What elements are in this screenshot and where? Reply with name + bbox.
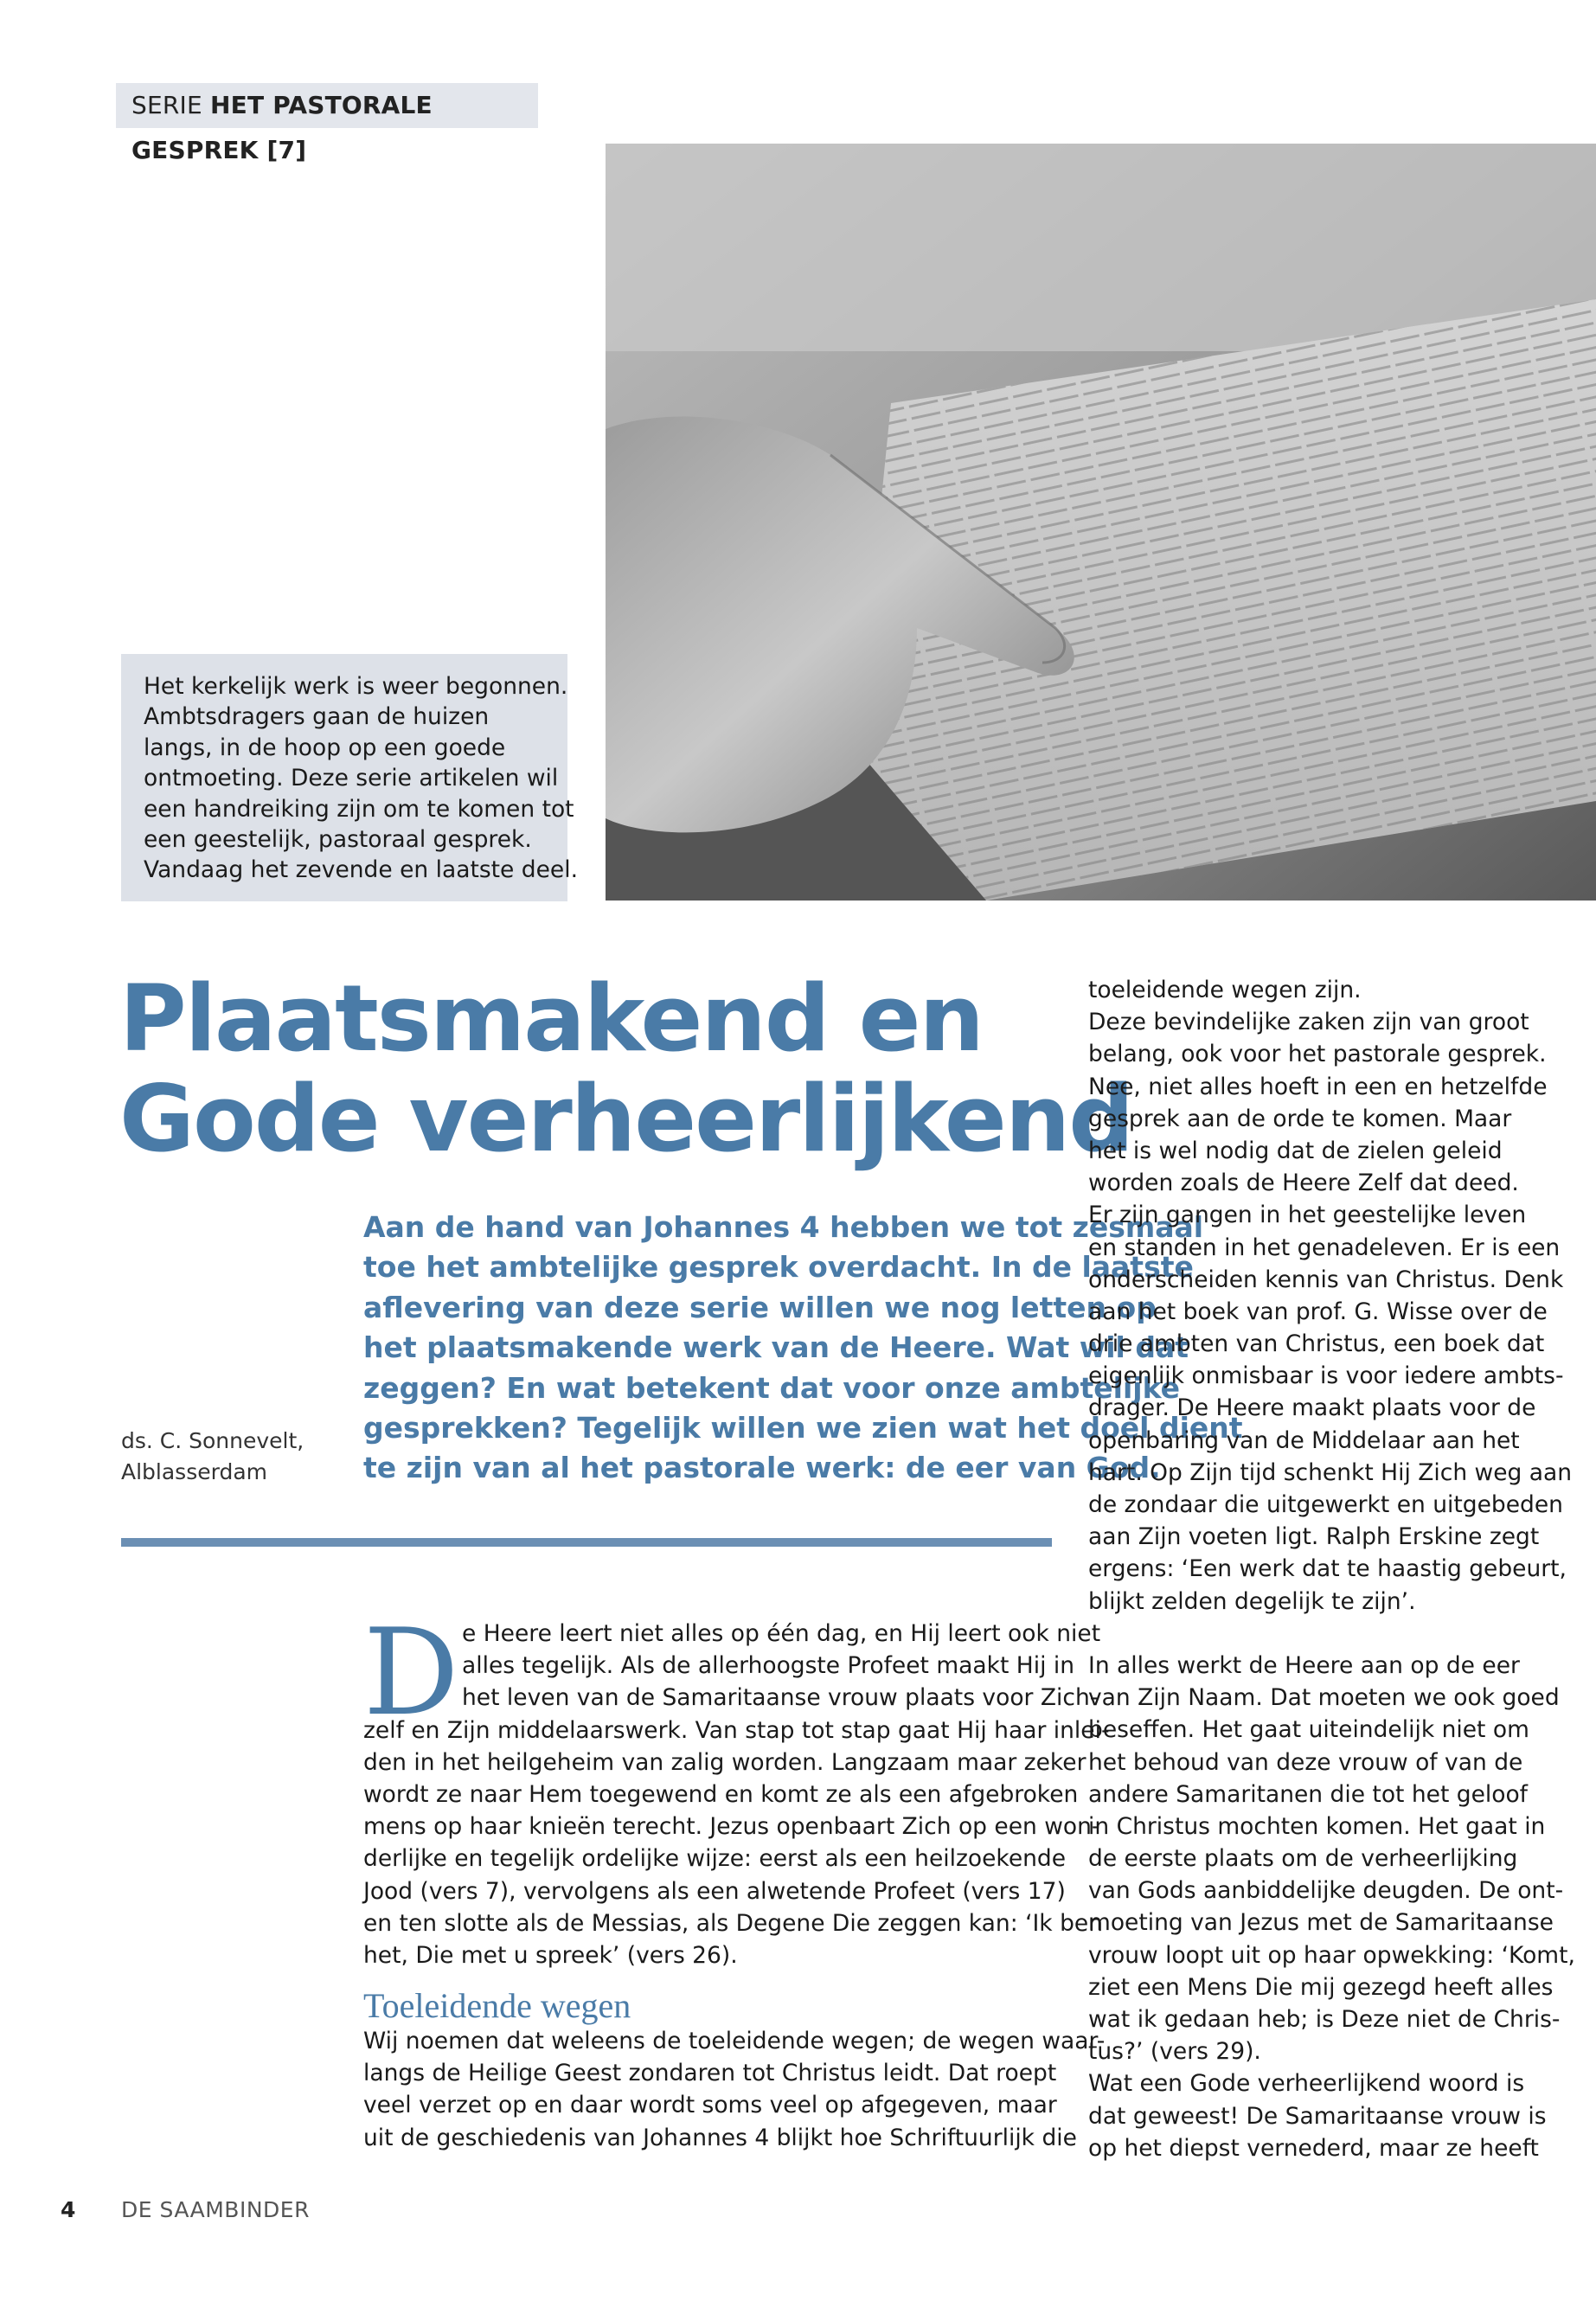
body-line: en ten slotte als de Messias, als Degene Die zeggen kan: ‘Ik ben	[363, 1909, 1104, 1937]
body-line: wordt ze naar Hem toegewend en komt ze als een afgebroken	[363, 1780, 1079, 1808]
body-line: het leven van de Samaritaanse vrouw plaats voor Zich-	[462, 1684, 1099, 1712]
body-line: uit de geschiedenis van Johannes 4 blijkt hoe Schriftuurlijk die	[363, 2124, 1077, 2151]
body-line: moeting van Jezus met de Samaritaanse	[1088, 1909, 1554, 1937]
lead-line: aflevering van deze serie willen we nog letten op	[363, 1290, 1157, 1324]
body-line: het behoud van deze vrouw of van de	[1088, 1748, 1523, 1776]
body-line: in Christus mochten komen. Het gaat in	[1088, 1812, 1546, 1840]
body-line: aan het boek van prof. G. Wisse over de	[1088, 1298, 1548, 1325]
body-line: vrouw loopt uit op haar opwekking: ‘Komt,	[1088, 1941, 1575, 1969]
paragraph-gap	[1088, 1618, 1573, 1650]
divider-rule	[121, 1538, 1052, 1547]
body-line: Nee, niet alles hoeft in een en hetzelfde	[1088, 1073, 1548, 1100]
intro-line: een geestelijk, pastoraal gesprek.	[144, 826, 532, 854]
lead-line: zeggen? En wat betekent dat voor onze ambtelijke	[363, 1370, 1181, 1405]
lead-paragraph	[363, 1208, 1243, 1489]
dropcap-letter: D	[363, 1603, 459, 1742]
photo-illustration	[606, 144, 1596, 901]
body-line: drie ambten van Christus, een boek dat	[1088, 1330, 1545, 1358]
title-line: Gode verheerlijkend	[119, 1066, 1133, 1172]
magazine-name: DE SAAMBINDER	[121, 2197, 310, 2222]
lead-line: toe het ambtelijke gesprek overdacht. In de laatste	[363, 1250, 1194, 1285]
body-line: Er zijn gangen in het geestelijke leven	[1088, 1202, 1527, 1229]
series-name: HET PASTORALE GESPREK [7]	[131, 91, 433, 164]
body-line: In alles werkt de Heere aan op de eer	[1088, 1651, 1520, 1679]
author-byline	[121, 1426, 304, 1488]
body-line: op het diepst vernederd, maar ze heeft	[1088, 2134, 1539, 2162]
body-line: worden zoals de Heere Zelf dat deed.	[1088, 1170, 1519, 1197]
body-line: tus?’ (vers 29).	[1088, 2038, 1261, 2066]
body-line: ergens: ‘Een werk dat te haastig gebeurt,	[1088, 1555, 1567, 1583]
body-line: het, Die met u spreek’ (vers 26).	[363, 1941, 738, 1969]
intro-line: Ambtsdragers gaan de huizen	[144, 703, 490, 731]
body-line: het is wel nodig dat de zielen geleid	[1088, 1137, 1503, 1164]
author-place: Alblasserdam	[121, 1459, 267, 1484]
body-line: Wat een Gode verheerlijkend woord is	[1088, 2070, 1525, 2098]
lead-line: het plaatsmakende werk van de Heere. Wat wil dat	[363, 1330, 1189, 1365]
lead-line: gesprekken? Tegelijk willen we zien wat het doel dient	[363, 1411, 1243, 1445]
intro-line: langs, in de hoop op een goede	[144, 734, 506, 761]
body-line: e Heere leert niet alles op één dag, en Hij leert ook niet	[462, 1620, 1101, 1647]
body-line: de eerste plaats om de verheerlijking	[1088, 1845, 1518, 1873]
body-line: Jood (vers 7), vervolgens als een alwetende Profeet (vers 17)	[363, 1877, 1066, 1905]
body-line: van Gods aanbiddelijke deugden. De ont-	[1088, 1877, 1564, 1905]
intro-line: Het kerkelijk werk is weer begonnen.	[144, 673, 568, 700]
body-line: alles tegelijk. Als de allerhoogste Profeet maakt Hij in	[462, 1652, 1075, 1680]
body-line: hart. Op Zijn tijd schenkt Hij Zich weg aan	[1088, 1458, 1573, 1486]
body-line: Wij noemen dat weleens de toeleidende wegen; de wegen waar-	[363, 2028, 1106, 2055]
body-line: den in het heilgeheim van zalig worden. Langzaam maar zeker	[363, 1748, 1086, 1776]
lead-line: Aan de hand van Johannes 4 hebben we tot zesmaal	[363, 1210, 1204, 1244]
body-line: mens op haar knieën terecht. Jezus openbaart Zich op een won-	[363, 1813, 1100, 1841]
body-line: aan Zijn voeten ligt. Ralph Erskine zegt	[1088, 1523, 1540, 1551]
body-line: gesprek aan de orde te komen. Maar	[1088, 1105, 1512, 1132]
body-line: toeleidende wegen zijn.	[1088, 977, 1362, 1003]
series-tag	[116, 83, 538, 164]
article-title	[119, 965, 1133, 1172]
intro-box	[121, 654, 578, 901]
section-subhead: Toeleidende wegen	[363, 1986, 631, 2026]
intro-line: ontmoeting. Deze serie artikelen wil	[144, 765, 559, 792]
body-line: veel verzet op en daar wordt soms veel op afgegeven, maar	[363, 2092, 1057, 2119]
body-line: blijkt zelden degelijk te zijn’.	[1088, 1587, 1416, 1615]
body-line: belang, ook voor het pastorale gesprek.	[1088, 1041, 1547, 1068]
body-line: van Zijn Naam. Dat moeten we ook goed	[1088, 1684, 1560, 1712]
body-line: zelf en Zijn middelaarswerk. Van stap tot stap gaat Hij haar inlei-	[363, 1716, 1110, 1744]
body-line: drager. De Heere maakt plaats voor de	[1088, 1394, 1536, 1422]
body-line: en standen in het genadeleven. Er is een	[1088, 1234, 1561, 1261]
body-column-left	[363, 1603, 1110, 2154]
body-line: beseffen. Het gaat uiteindelijk niet om	[1088, 1716, 1529, 1744]
body-line: dat geweest! De Samaritaanse vrouw is	[1088, 2102, 1547, 2130]
body-line: Deze bevindelijke zaken zijn van groot	[1088, 1009, 1529, 1036]
body-line: andere Samaritanen die tot het geloof	[1088, 1780, 1529, 1808]
author-name: ds. C. Sonnevelt,	[121, 1428, 304, 1453]
body-line: eigenlijk onmisbaar is voor iedere ambts-	[1088, 1362, 1564, 1390]
title-line: Plaatsmakend en	[119, 965, 983, 1072]
body-line: openbaring van de Middelaar aan het	[1088, 1426, 1520, 1454]
body-column-right	[1088, 974, 1573, 2164]
body-line: langs de Heilige Geest zondaren tot Christus leidt. Dat roept	[363, 2060, 1057, 2087]
body-line: ziet een Mens Die mij gezegd heeft alles	[1088, 1973, 1554, 2001]
series-prefix: SERIE	[131, 91, 202, 119]
lead-line: te zijn van al het pastorale werk: de eer van God.	[363, 1451, 1161, 1485]
photo-finger-on-book	[606, 144, 1596, 901]
body-line: onderscheiden kennis van Christus. Denk	[1088, 1266, 1564, 1293]
body-line: wat ik gedaan heb; is Deze niet de Chris-	[1088, 2006, 1561, 2033]
page-number: 4	[61, 2197, 76, 2222]
body-line: de zondaar die uitgewerkt en uitgebeden	[1088, 1491, 1563, 1518]
intro-line: Vandaag het zevende en laatste deel.	[144, 856, 578, 884]
intro-line: een handreiking zijn om te komen tot	[144, 795, 574, 823]
body-line: derlijke en tegelijk ordelijke wijze: eerst als een heilzoekende	[363, 1845, 1067, 1873]
